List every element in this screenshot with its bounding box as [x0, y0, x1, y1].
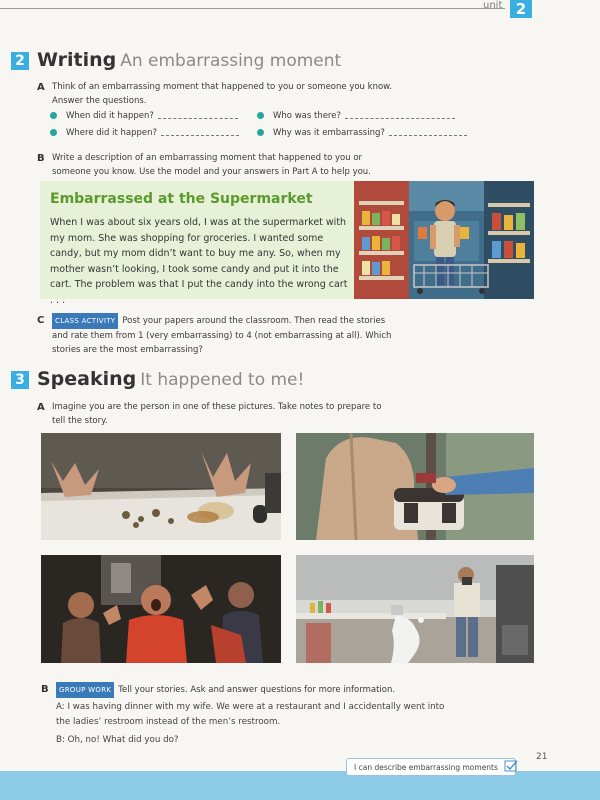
- writing-part-a-letter: A: [37, 82, 45, 93]
- bullet-icon: [257, 129, 264, 136]
- class-activity-tag: CLASS ACTIVITY: [52, 313, 118, 329]
- writing-part-b-letter: B: [37, 153, 45, 164]
- writing-subtitle: An embarrassing moment: [120, 51, 342, 71]
- speaking-part-b-letter: B: [41, 684, 49, 695]
- model-title: Embarrassed at the Supermarket: [50, 191, 313, 207]
- speaking-subtitle: It happened to me!: [140, 370, 305, 390]
- writing-part-c-instruction: CLASS ACTIVITY Post your papers around the classroom. Then read the stories and rate them from 1 (very embarrassing) to 4 (not embarrassing at all). Which stories are the most embarrassing?: [52, 313, 392, 357]
- question-why: Why was it embarrassing?: [257, 128, 467, 138]
- can-do-box: [346, 758, 516, 776]
- answer-line[interactable]: [161, 134, 239, 136]
- speaking-part-b-instruction: GROUP WORK Tell your stories. Ask and answer questions for more information.: [56, 682, 436, 698]
- speaking-title: Speaking: [37, 368, 137, 390]
- writing-part-c-letter: C: [37, 315, 45, 326]
- question-where: Where did it happen?: [50, 128, 239, 138]
- photo-backpack: [296, 433, 534, 540]
- group-work-tag: GROUP WORK: [56, 682, 114, 698]
- photo-kitchen-mess: [296, 555, 534, 663]
- checkbox-check-icon[interactable]: [504, 760, 518, 772]
- photo-restaurant-spill: [41, 433, 281, 540]
- answer-line[interactable]: [158, 117, 238, 119]
- speaking-part-a-instruction: Imagine you are the person in one of these pictures. Take notes to prepare to tell the story.: [52, 402, 382, 426]
- bullet-icon: [50, 112, 57, 119]
- section-title-speaking: [37, 368, 304, 390]
- photo-surprise-party: [41, 555, 281, 663]
- writing-part-b-instruction: Write a description of an embarrassing moment that happened to you or someone you know. Use the model and your answers in Part A to help you.: [52, 153, 371, 177]
- bullet-icon: [257, 112, 264, 119]
- model-story-text: When I was about six years old, I was at the supermarket with my mom. She was shopping for groceries. I wanted some candy, but my mom didn’t want to buy me any. So, when my mother wasn’t looking, I took some candy and put it into the cart. The problem was that I put the candy into the wrong cart . . .: [50, 217, 348, 306]
- unit-number-badge: 2: [510, 0, 532, 18]
- page-number: 21: [536, 752, 548, 762]
- writing-part-a-instruction: Think of an embarrassing moment that happened to you or someone you know. Answer the questions.: [52, 82, 393, 106]
- answer-line[interactable]: [389, 134, 467, 136]
- question-when: When did it happen?: [50, 111, 238, 121]
- speaking-part-a-letter: A: [37, 402, 45, 413]
- writing-title: Writing: [37, 49, 117, 71]
- section-title-writing: [37, 49, 341, 71]
- dialogue-line-a: A: I was having dinner with my wife. We were at a restaurant and I accidentally went into the ladies’ restroom instead of the men’s restroom.: [56, 702, 445, 727]
- supermarket-illustration: [354, 181, 534, 299]
- unit-label: unit: [483, 0, 503, 11]
- section-number-speaking: 3: [11, 371, 29, 389]
- question-who: Who was there?: [257, 111, 455, 121]
- dialogue-line-b: B: Oh, no! What did you do?: [56, 735, 179, 745]
- bullet-icon: [50, 129, 57, 136]
- answer-line[interactable]: [345, 117, 455, 119]
- header-rule: [0, 8, 505, 9]
- can-do-text: I can describe embarrassing moments: [354, 763, 498, 772]
- section-number-writing: 2: [11, 52, 29, 70]
